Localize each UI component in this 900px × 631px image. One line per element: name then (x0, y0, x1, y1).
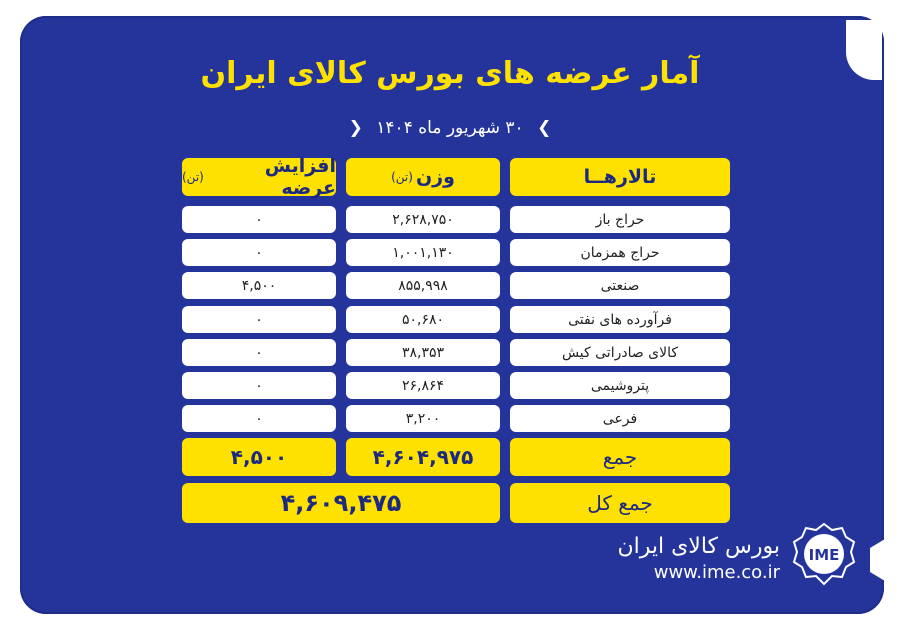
logo-text: IME (808, 546, 840, 564)
ime-logo-icon (792, 522, 856, 586)
chevron-right-icon: ❯ (537, 118, 552, 138)
row-hall: فرعی (510, 405, 730, 432)
header-weight (346, 158, 500, 196)
row-increase: ۰ (182, 339, 336, 366)
row-hall: حراج همزمان (510, 239, 730, 266)
header-weight-label: وزن (415, 166, 455, 188)
row-weight: ۲۶,۸۶۴ (346, 372, 500, 399)
header-halls (510, 158, 730, 196)
header-increase (182, 155, 336, 199)
page-title: آمار عرضه های بورس کالای ایران (200, 56, 700, 91)
date-text: ۳۰ شهریور ماه ۱۴۰۴ (376, 118, 524, 138)
header-increase-label: افزایش عرضه (264, 155, 336, 199)
sum-label: جمع (510, 438, 730, 476)
header-weight-unit: (تن) (391, 170, 413, 184)
sum-increase: ۴,۵۰۰ (182, 438, 336, 476)
chevron-left-icon: ❮ (348, 118, 363, 138)
row-increase: ۰ (182, 239, 336, 266)
row-weight: ۵۰,۶۸۰ (346, 306, 500, 333)
row-weight: ۱,۰۰۱,۱۳۰ (346, 239, 500, 266)
row-weight: ۳۸,۳۵۳ (346, 339, 500, 366)
header-halls-label: تالارهــا (583, 166, 657, 188)
sum-weight: ۴,۶۰۴,۹۷۵ (346, 438, 500, 476)
header-increase-unit: (تن) (182, 170, 204, 184)
row-increase: ۴,۵۰۰ (182, 272, 336, 299)
row-hall: صنعتی (510, 272, 730, 299)
row-increase: ۰ (182, 372, 336, 399)
row-hall: حراج باز (510, 206, 730, 233)
footer-brand (560, 534, 780, 559)
grand-total-label: جمع کل (510, 483, 730, 523)
row-hall: پتروشیمی (510, 372, 730, 399)
row-hall: فرآورده های نفتی (510, 306, 730, 333)
row-weight: ۲,۶۲۸,۷۵۰ (346, 206, 500, 233)
row-increase: ۰ (182, 405, 336, 432)
row-weight: ۳,۲۰۰ (346, 405, 500, 432)
footer-brand-name: بورس کالای ایران (617, 534, 780, 559)
row-increase: ۰ (182, 306, 336, 333)
row-hall: کالای صادراتی کیش (510, 339, 730, 366)
grand-total-value: ۴,۶۰۹,۴۷۵ (182, 483, 500, 523)
footer-url: www.ime.co.ir (653, 562, 780, 583)
date-row (0, 118, 900, 138)
row-increase: ۰ (182, 206, 336, 233)
row-weight: ۸۵۵,۹۹۸ (346, 272, 500, 299)
